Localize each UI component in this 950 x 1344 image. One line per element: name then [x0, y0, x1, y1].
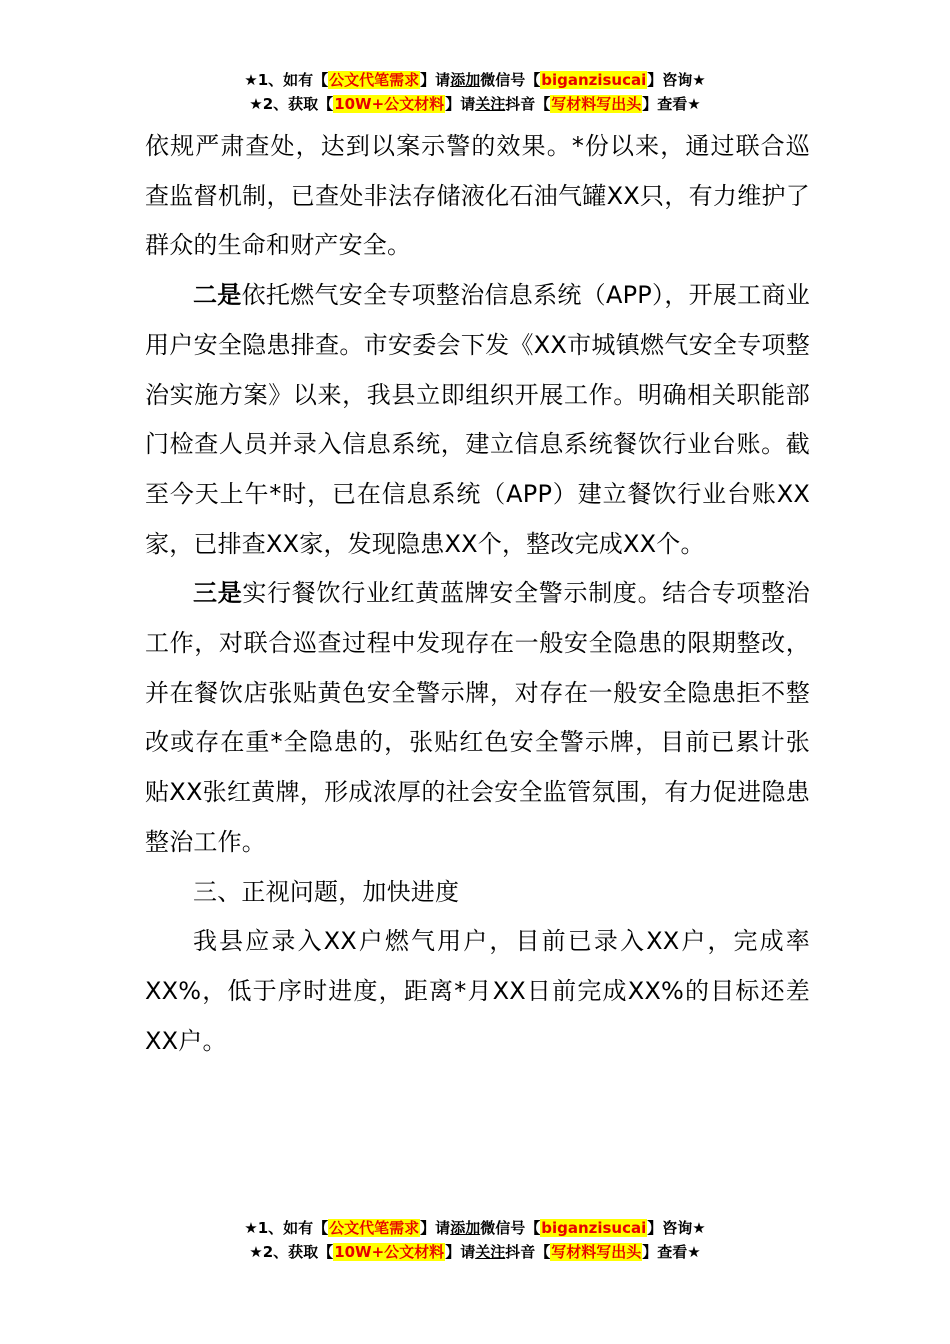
paragraph-text: 实行餐饮行业红黄蓝牌安全警示制度。结合专项整治工作，对联合巡查过程中发现存在一般安全隐患的限期整改，并在餐饮店张贴黄色安全警示牌，对存在一般安全隐患拒不整改或存在重*全隐患的，张贴红色安全警示牌，目前已累计张贴XX张红黄牌，形成浓厚的社会安全监管氛围，有力促进隐患整治工作。	[145, 579, 810, 856]
banner-text: ★1、如有【	[244, 1219, 329, 1237]
banner-text: 】咨询★	[647, 1219, 706, 1237]
header-banner	[0, 68, 950, 116]
banner-text: 】查看★	[642, 1243, 701, 1261]
banner-text: 抖音【	[505, 1243, 551, 1261]
banner-text: ★2、获取【	[249, 95, 334, 113]
banner-text: 微信号【	[480, 1219, 541, 1237]
banner-highlight: biganzisucai	[541, 1219, 647, 1237]
section-heading: 三、正视问题，加快进度	[193, 877, 460, 906]
paragraph-2	[145, 271, 810, 569]
banner-text: 】查看★	[642, 95, 701, 113]
header-line-2	[0, 92, 950, 116]
banner-highlight: biganzisucai	[541, 71, 647, 89]
banner-text: ★1、如有【	[244, 71, 329, 89]
banner-highlight: 公文代笔需求	[329, 71, 420, 89]
header-line-1	[0, 68, 950, 92]
paragraph-lead: 三是	[193, 579, 243, 608]
footer-line-1	[0, 1216, 950, 1240]
banner-text: ★2、获取【	[249, 1243, 334, 1261]
banner-highlight: 写材料写出头	[551, 95, 642, 113]
banner-underline: 添加	[450, 71, 481, 89]
banner-underline: 关注	[475, 1243, 506, 1261]
banner-highlight: 10W+公文材料	[334, 1243, 445, 1261]
banner-text: 】请	[420, 71, 451, 89]
paragraph-text: 依托燃气安全专项整治信息系统（APP），开展工商业用户安全隐患排查。市安委会下发《XX市城镇燃气安全专项整治实施方案》以来，我县立即组织开展工作。明确相关职能部门检查人员并录入信息系统，建立信息系统餐饮行业台账。截至今天上午*时，已在信息系统（APP）建立餐饮行业台账XX家，已排查XX家，发现隐患XX个，整改完成XX个。	[145, 281, 810, 558]
banner-highlight: 10W+公文材料	[334, 95, 445, 113]
paragraph-1: 依规严肃查处，达到以案示警的效果。*份以来，通过联合巡查监督机制，已查处非法存储液化石油气罐XX只，有力维护了群众的生命和财产安全。	[145, 132, 810, 260]
footer-banner	[0, 1216, 950, 1264]
paragraph-3	[145, 569, 810, 867]
banner-highlight: 公文代笔需求	[329, 1219, 420, 1237]
document-body	[145, 122, 810, 1066]
paragraph-4: 我县应录入XX户燃气用户，目前已录入XX户，完成率XX%，低于序时进度，距离*月XX日前完成XX%的目标还差XX户。	[145, 927, 810, 1055]
paragraph-lead: 二是	[193, 281, 242, 310]
banner-text: 微信号【	[480, 71, 541, 89]
banner-underline: 添加	[450, 1219, 481, 1237]
banner-text: 抖音【	[505, 95, 551, 113]
banner-text: 】请	[445, 1243, 476, 1261]
banner-text: 】请	[445, 95, 476, 113]
banner-underline: 关注	[475, 95, 506, 113]
banner-highlight: 写材料写出头	[551, 1243, 642, 1261]
banner-text: 】请	[420, 1219, 451, 1237]
footer-line-2	[0, 1240, 950, 1264]
banner-text: 】咨询★	[647, 71, 706, 89]
